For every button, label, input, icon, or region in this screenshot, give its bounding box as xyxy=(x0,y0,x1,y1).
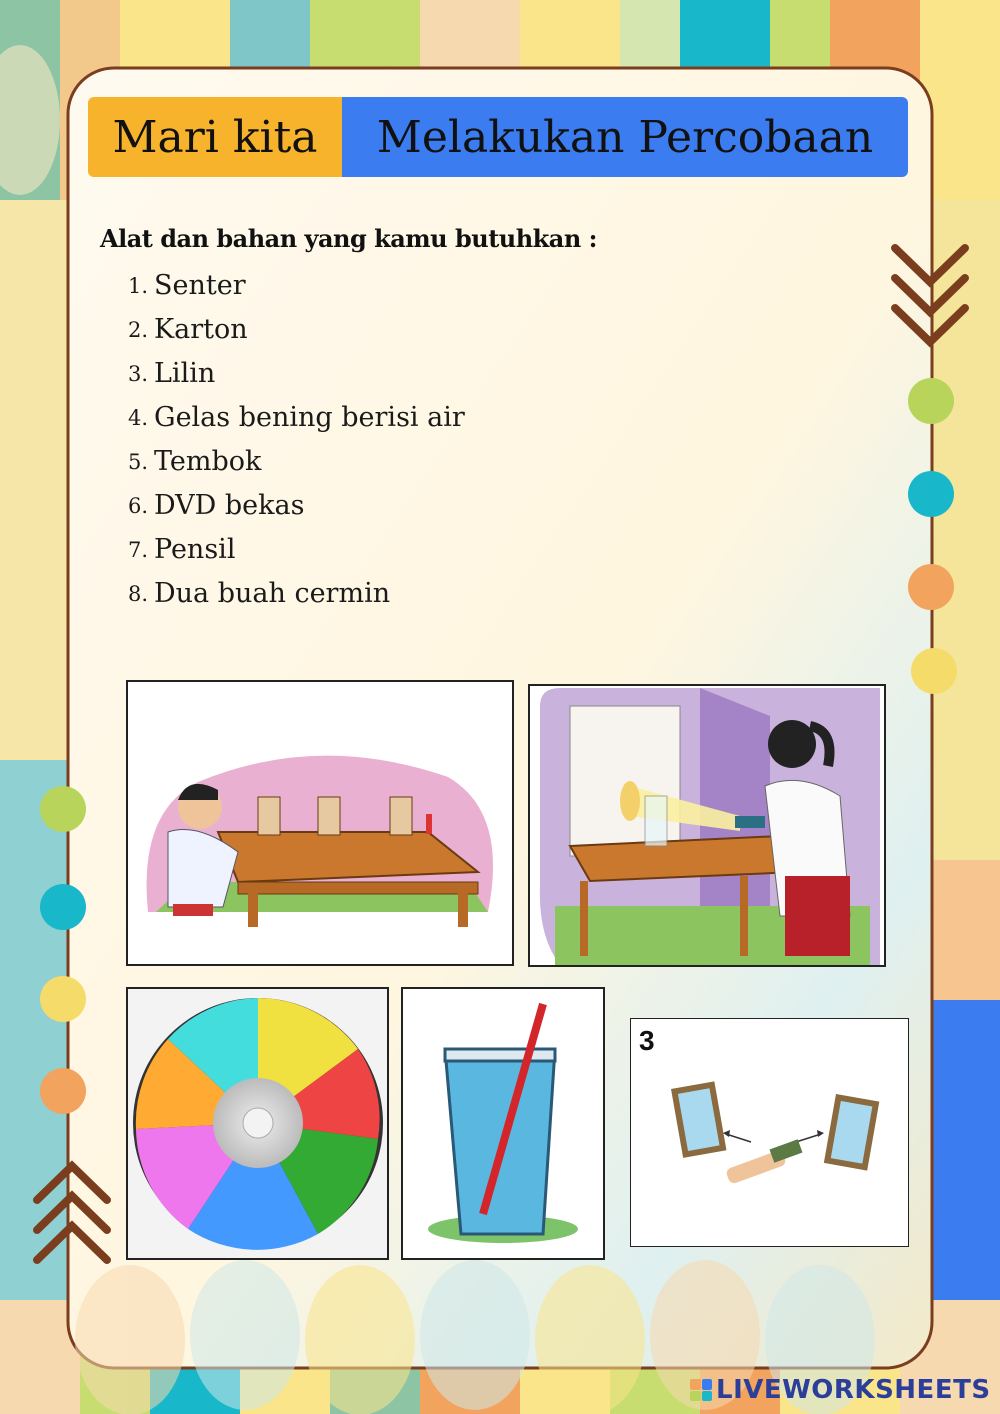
brand-text: LIVEWORKSHEETS xyxy=(716,1375,991,1405)
list-item: 4. Gelas bening berisi air xyxy=(128,402,465,433)
title-part-1: Mari kita xyxy=(88,97,342,177)
illustration-boy-cardboard xyxy=(126,680,514,966)
glass-of-water-photo xyxy=(401,987,605,1260)
list-item: 5. Tembok xyxy=(128,446,262,477)
materials-list xyxy=(128,266,465,618)
title-part-2: Melakukan Percobaan xyxy=(342,97,908,177)
logo-mark xyxy=(690,1379,712,1401)
list-item: 7. Pensil xyxy=(128,534,236,565)
dvd-photo xyxy=(126,987,389,1260)
list-item: 8. Dua buah cermin xyxy=(128,578,391,609)
liveworksheets-logo xyxy=(690,1375,991,1405)
two-mirrors-illustration xyxy=(630,1018,909,1247)
list-item: 1. Senter xyxy=(128,270,246,301)
materials-heading: Alat dan bahan yang kamu butuhkan : xyxy=(100,224,598,253)
list-item: 2. Karton xyxy=(128,314,248,345)
list-item: 6. DVD bekas xyxy=(128,490,305,521)
panel-number-label: 3 xyxy=(639,1025,655,1056)
list-item: 3. Lilin xyxy=(128,358,216,389)
illustration-girl-flashlight xyxy=(528,684,886,967)
